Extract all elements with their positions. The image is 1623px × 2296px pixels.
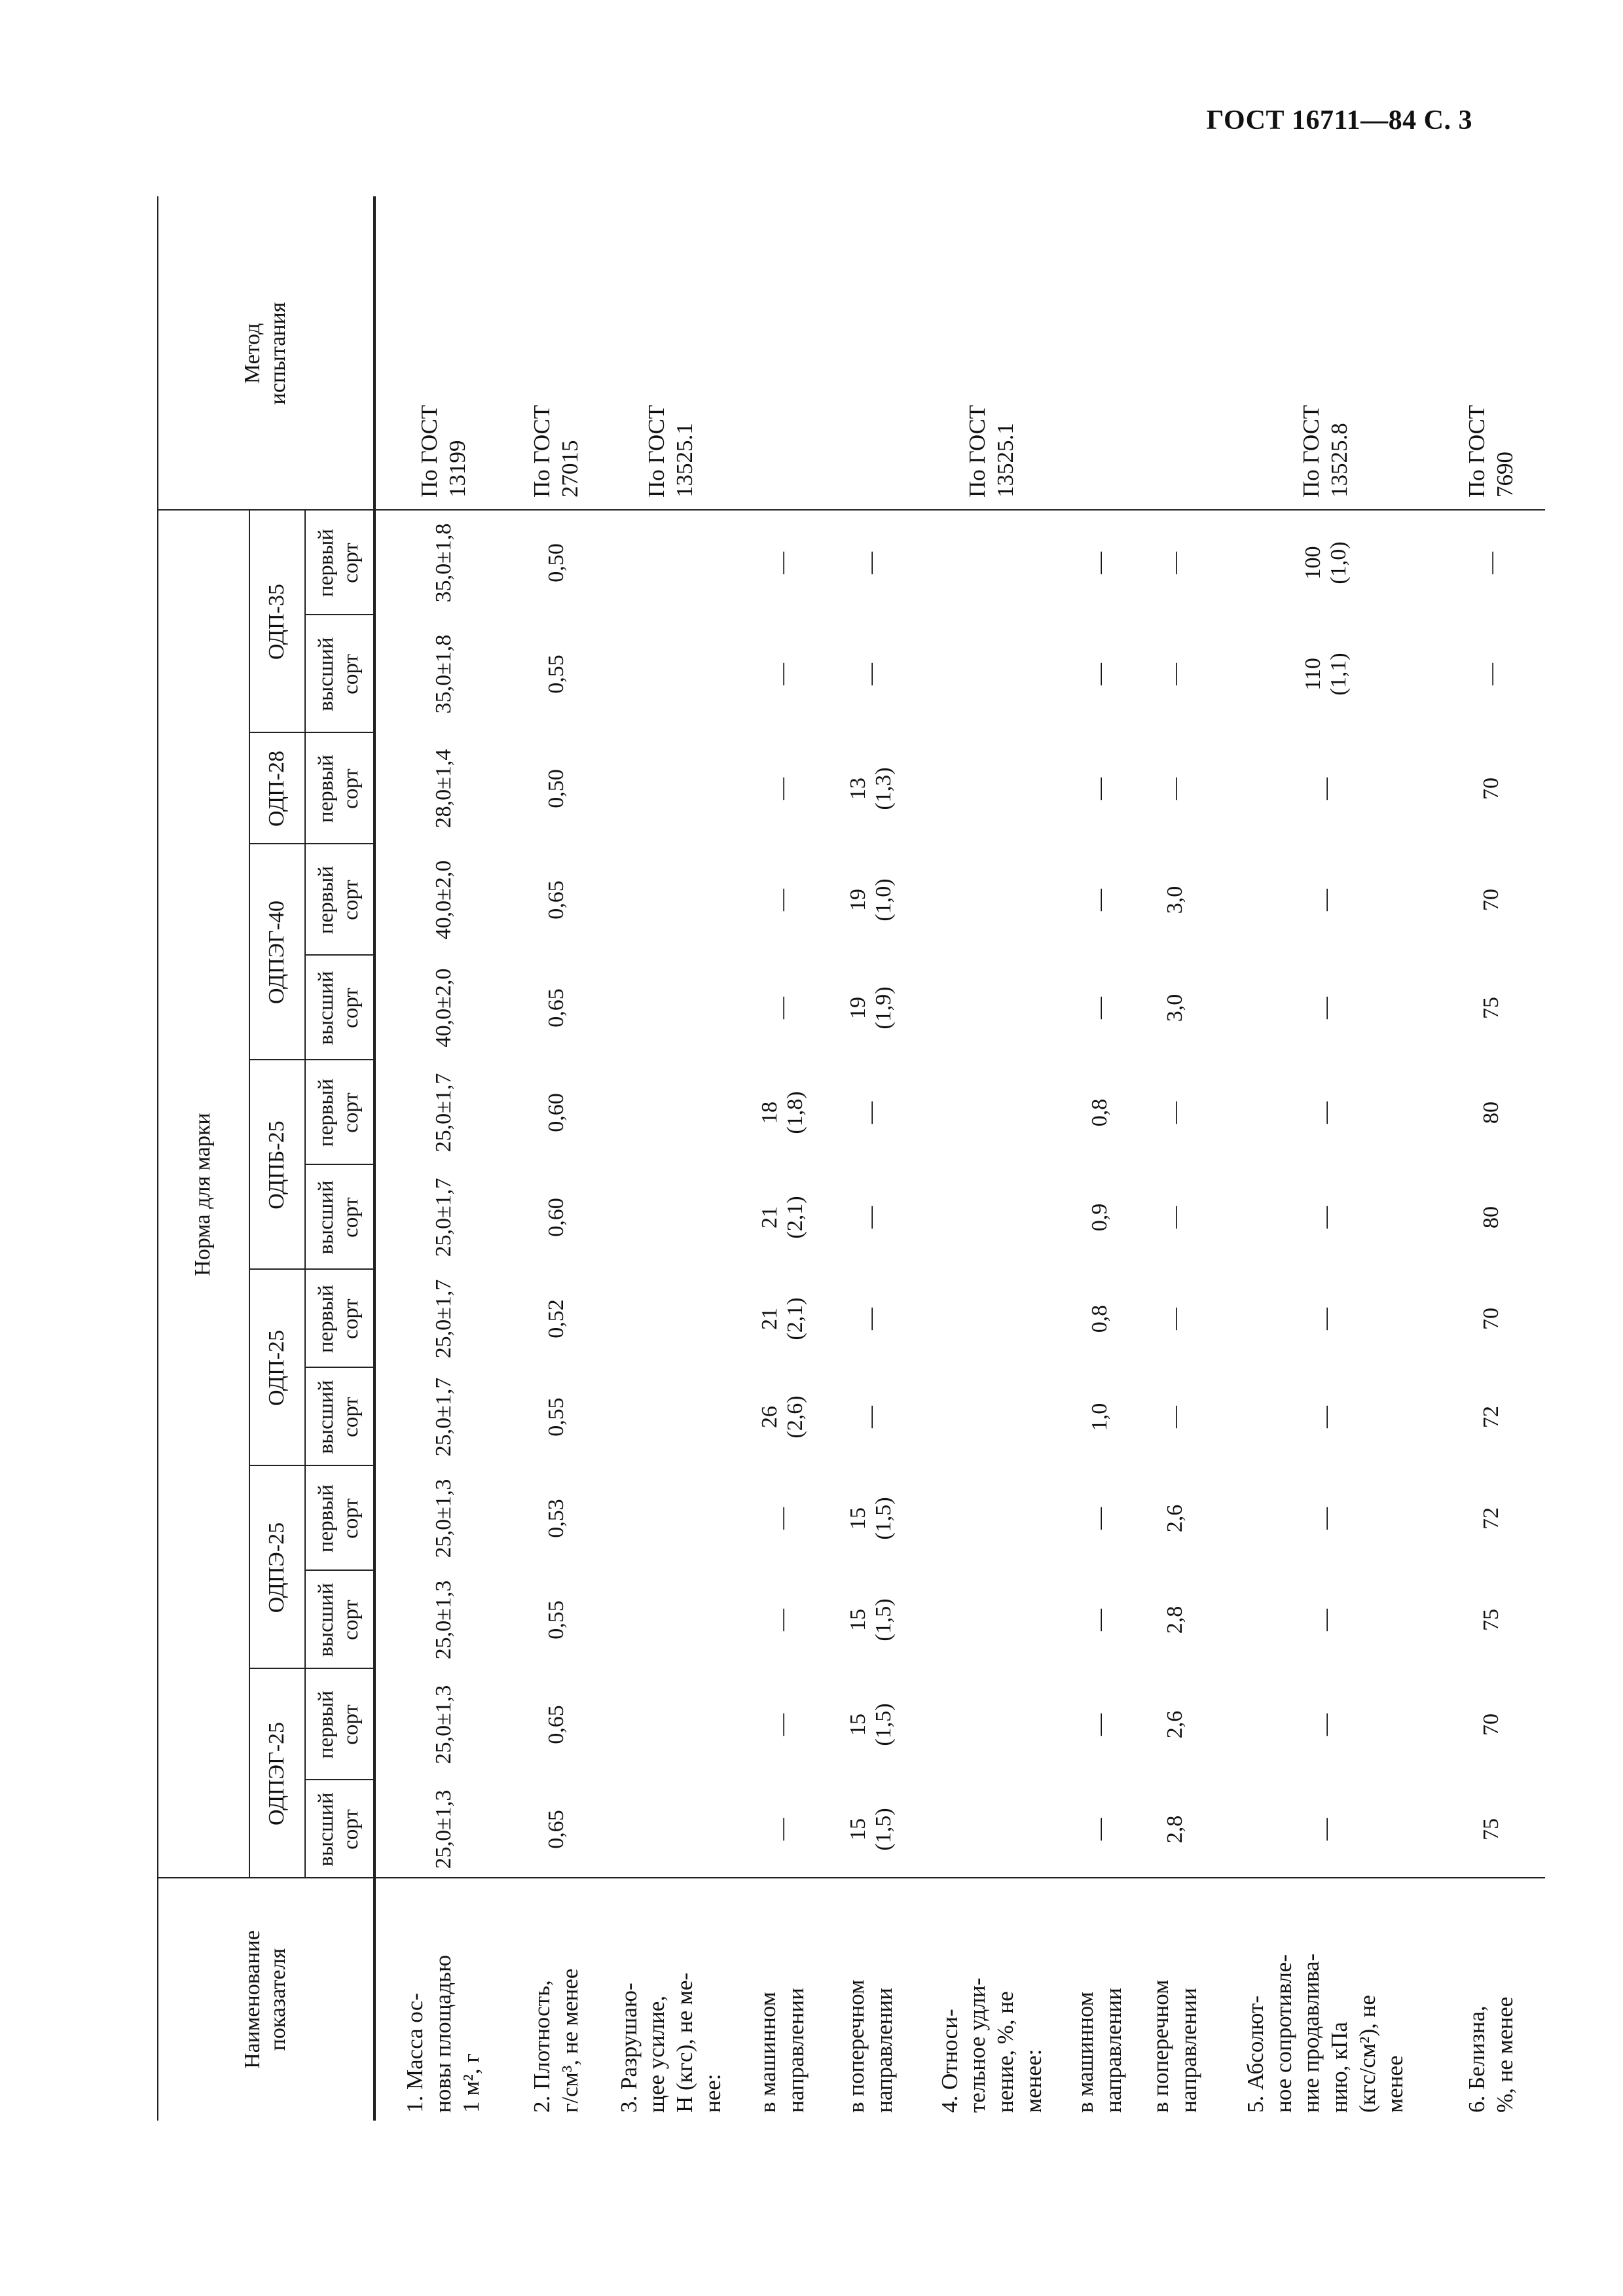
table-cell [599, 844, 743, 956]
table-cell: 15 (1,5) [845, 1703, 896, 1746]
sort-header: высший сорт [314, 1180, 363, 1255]
table-cell: — [1163, 663, 1188, 685]
table-cell: 0,65 [544, 880, 569, 920]
row-label: в поперечном направлении [843, 1979, 897, 2113]
table-cell: — [1163, 1406, 1188, 1428]
table-cell: 72 [1478, 1406, 1503, 1428]
table-cell [920, 956, 1064, 1060]
table-cell [920, 1165, 1064, 1270]
table-cell [599, 956, 743, 1060]
grade-header: ОДПБ-25 [264, 1121, 289, 1210]
table-cell: — [1087, 997, 1112, 1019]
table-cell: — [1313, 1713, 1338, 1736]
method-cell: По ГОСТ 13199 [416, 404, 470, 497]
table-cell: 2,8 [1163, 1815, 1188, 1844]
table-cell: — [770, 663, 795, 685]
grade-header: ОДПЭГ-40 [264, 900, 289, 1005]
table-cell [599, 615, 743, 733]
table-cell: 21 (2,1) [757, 1297, 807, 1340]
sort-header: первый сорт [314, 1484, 363, 1553]
table-cell: — [858, 1102, 883, 1124]
table-cell: 70 [1478, 1308, 1503, 1330]
grade-header: ОДПЭГ-25 [264, 1721, 289, 1826]
table-cell: — [1087, 552, 1112, 574]
table-cell: 35,0±1,8 [431, 523, 456, 603]
sort-header: высший сорт [314, 1380, 363, 1454]
sort-header: высший сорт [314, 637, 363, 711]
table-cell: 40,0±2,0 [431, 968, 456, 1048]
table-cell: 75 [1478, 1818, 1503, 1840]
table-cell: 0,65 [544, 1810, 569, 1849]
sort-header: первый сорт [314, 528, 363, 598]
table-cell [920, 1571, 1064, 1669]
table-cell: — [858, 1308, 883, 1330]
table-cell: 25,0±1,7 [431, 1177, 456, 1257]
table-cell: — [1087, 1609, 1112, 1631]
grade-header: ОДП-25 [264, 1330, 289, 1406]
table-cell: — [770, 552, 795, 574]
table-cell: 40,0±2,0 [431, 860, 456, 940]
row-label: 5. Абсолют- ное сопротивле- ние продавлива- нию, кПа (кгс/см²), не менее [1242, 1953, 1408, 2113]
table-cell: 0,50 [544, 769, 569, 808]
method-cell: По ГОСТ 13525.8 [1298, 404, 1352, 497]
table-cell: 26 (2,6) [757, 1395, 807, 1439]
table-cell: 2,6 [1163, 1504, 1188, 1533]
table-cell: — [770, 778, 795, 800]
sort-header: первый сорт [314, 1690, 363, 1759]
table-cell: 3,0 [1163, 886, 1188, 914]
table-cell [920, 615, 1064, 733]
table-cell: 15 (1,5) [845, 1598, 896, 1641]
table-cell: 0,8 [1087, 1098, 1112, 1127]
table-cell: 0,8 [1087, 1304, 1112, 1333]
table-cell: 25,0±1,3 [431, 1479, 456, 1558]
table-cell: 75 [1478, 1609, 1503, 1631]
table-cell: — [1313, 1102, 1338, 1124]
sort-header: первый сорт [314, 754, 363, 823]
table-cell [920, 1060, 1064, 1165]
table-cell: — [858, 1206, 883, 1229]
sort-header: первый сорт [314, 865, 363, 935]
table-cell: 13 (1,3) [845, 767, 896, 810]
table-cell: — [1087, 1818, 1112, 1840]
table-cell: 80 [1478, 1206, 1503, 1229]
name-column-header: Наименование показателя [240, 1930, 290, 2069]
table-cell: 110 (1,1) [1300, 653, 1351, 696]
table-cell: — [1087, 778, 1112, 800]
table-cell: 3,0 [1163, 994, 1188, 1022]
table-cell: 25,0±1,7 [431, 1073, 456, 1153]
table-cell: 2,8 [1163, 1605, 1188, 1634]
table-cell [599, 1780, 743, 1878]
table-cell: — [1163, 1102, 1188, 1124]
row-label: в поперечном направлении [1148, 1979, 1201, 2113]
table-cell: — [1313, 1818, 1338, 1840]
sort-header: высший сорт [314, 1792, 363, 1867]
table-cell [920, 1368, 1064, 1466]
table-cell: 0,65 [544, 1705, 569, 1744]
table-cell [599, 1165, 743, 1270]
sort-header: высший сорт [314, 971, 363, 1045]
method-cell: По ГОСТ 13525.1 [964, 404, 1018, 497]
table-cell: 18 (1,8) [757, 1091, 807, 1134]
table-cell: 70 [1478, 778, 1503, 800]
table-cell: 0,50 [544, 543, 569, 583]
table-cell: 0,60 [544, 1198, 569, 1237]
table-cell: 1,0 [1087, 1403, 1112, 1431]
table-cell: 19 (1,0) [845, 878, 896, 922]
table-cell: — [1478, 663, 1503, 685]
table-cell: 25,0±1,3 [431, 1789, 456, 1869]
method-col-rule [373, 509, 1545, 511]
table-cell: 35,0±1,8 [431, 634, 456, 714]
table-cell: — [770, 1507, 795, 1530]
table-cell: — [1163, 1206, 1188, 1229]
method-column-header: Метод испытания [240, 302, 290, 405]
table-cell: 28,0±1,4 [431, 749, 456, 829]
table-cell: — [1163, 552, 1188, 574]
table-cell: — [1313, 1206, 1338, 1229]
grade-header: ОДП-35 [264, 584, 289, 660]
table-cell: 0,55 [544, 1397, 569, 1437]
table-cell [599, 1270, 743, 1368]
row-label: 2. Плотность, г/см³, не менее [529, 1968, 583, 2113]
table-cell: 2,6 [1163, 1710, 1188, 1739]
table-cell: — [1313, 997, 1338, 1019]
table-cell: 25,0±1,3 [431, 1685, 456, 1765]
sort-header: первый сорт [314, 1284, 363, 1354]
table-cell: — [1163, 1308, 1188, 1330]
table-cell: — [858, 663, 883, 685]
sort-header: высший сорт [314, 1583, 363, 1657]
table-cell [599, 1368, 743, 1466]
table-cell: 21 (2,1) [757, 1196, 807, 1239]
name-col-rule [373, 1877, 1545, 1878]
table-cell: — [1313, 889, 1338, 911]
table-cell: 72 [1478, 1507, 1503, 1530]
table-cell: 25,0±1,3 [431, 1580, 456, 1660]
table-cell: — [1087, 1507, 1112, 1530]
table-cell: — [1087, 663, 1112, 685]
row-label: 6. Белизна, %, не менее [1463, 1996, 1518, 2113]
table-cell: — [1478, 552, 1503, 574]
table-cell: 0,55 [544, 1600, 569, 1640]
table-cell: — [1163, 778, 1188, 800]
row-label: в машинном направлении [755, 1988, 809, 2113]
table-cell: 70 [1478, 889, 1503, 911]
table-cell: 100 (1,0) [1300, 541, 1351, 584]
row-label: 3. Разрушаю- щее усилие, Н (кгс), не ме- нее: [615, 1972, 725, 2113]
table-cell: 70 [1478, 1713, 1503, 1736]
table-cell: 0,52 [544, 1299, 569, 1338]
table-cell: — [770, 1818, 795, 1840]
table-cell: — [770, 997, 795, 1019]
table-cell: 15 (1,5) [845, 1497, 896, 1540]
table-cell: 0,9 [1087, 1203, 1112, 1232]
norm-header: Норма для марки [191, 1113, 215, 1276]
table-cell: 0,60 [544, 1093, 569, 1132]
table-cell [920, 1780, 1064, 1878]
table-cell: 0,53 [544, 1499, 569, 1538]
table-cell [920, 511, 1064, 615]
table-cell: — [858, 1406, 883, 1428]
table-cell [920, 1270, 1064, 1368]
table-cell [920, 733, 1064, 844]
table-cell: 15 (1,5) [845, 1808, 896, 1851]
table-cell: — [1313, 1406, 1338, 1428]
table-cell: 75 [1478, 997, 1503, 1019]
sort-header: первый сорт [314, 1078, 363, 1147]
table-cell: — [770, 889, 795, 911]
table-cell: — [1313, 778, 1338, 800]
table-cell: 0,65 [544, 988, 569, 1028]
row-label: 4. Относи- тельное удли- нение, %, не менее: [936, 1977, 1046, 2113]
table-cell [920, 844, 1064, 956]
page-header: ГОСТ 16711—84 С. 3 [1206, 105, 1472, 135]
table-cell [920, 1466, 1064, 1571]
table-cell [599, 733, 743, 844]
grade-header: ОДП-28 [264, 751, 289, 827]
table-cell: — [1087, 1713, 1112, 1736]
table-cell: — [770, 1713, 795, 1736]
table-cell: 25,0±1,7 [431, 1377, 456, 1457]
method-cell: По ГОСТ 27015 [529, 404, 583, 497]
method-cell: По ГОСТ 7690 [1463, 404, 1518, 497]
table-cell [599, 1571, 743, 1669]
table-cell: 0,55 [544, 655, 569, 694]
table-cell: — [1313, 1609, 1338, 1631]
table-cell: 25,0±1,7 [431, 1279, 456, 1359]
table-cell: 80 [1478, 1102, 1503, 1124]
method-cell: По ГОСТ 13525.1 [644, 404, 697, 497]
norms-table [157, 196, 1518, 2121]
table-cell: — [1313, 1507, 1338, 1530]
table-cell: — [770, 1609, 795, 1631]
table-cell: — [858, 552, 883, 574]
grade-header: ОДПЭ-25 [264, 1522, 289, 1613]
table-cell [920, 1669, 1064, 1780]
table-cell: — [1313, 1308, 1338, 1330]
table-cell [599, 511, 743, 615]
table-cell: 19 (1,9) [845, 986, 896, 1030]
table-cell [599, 1060, 743, 1165]
table-cell: — [1087, 889, 1112, 911]
table-cell [599, 1466, 743, 1571]
table-cell [599, 1669, 743, 1780]
row-label: 1. Масса ос- новы площадью 1 м², г [402, 1954, 484, 2113]
row-label: в машинном направлении [1072, 1988, 1126, 2113]
